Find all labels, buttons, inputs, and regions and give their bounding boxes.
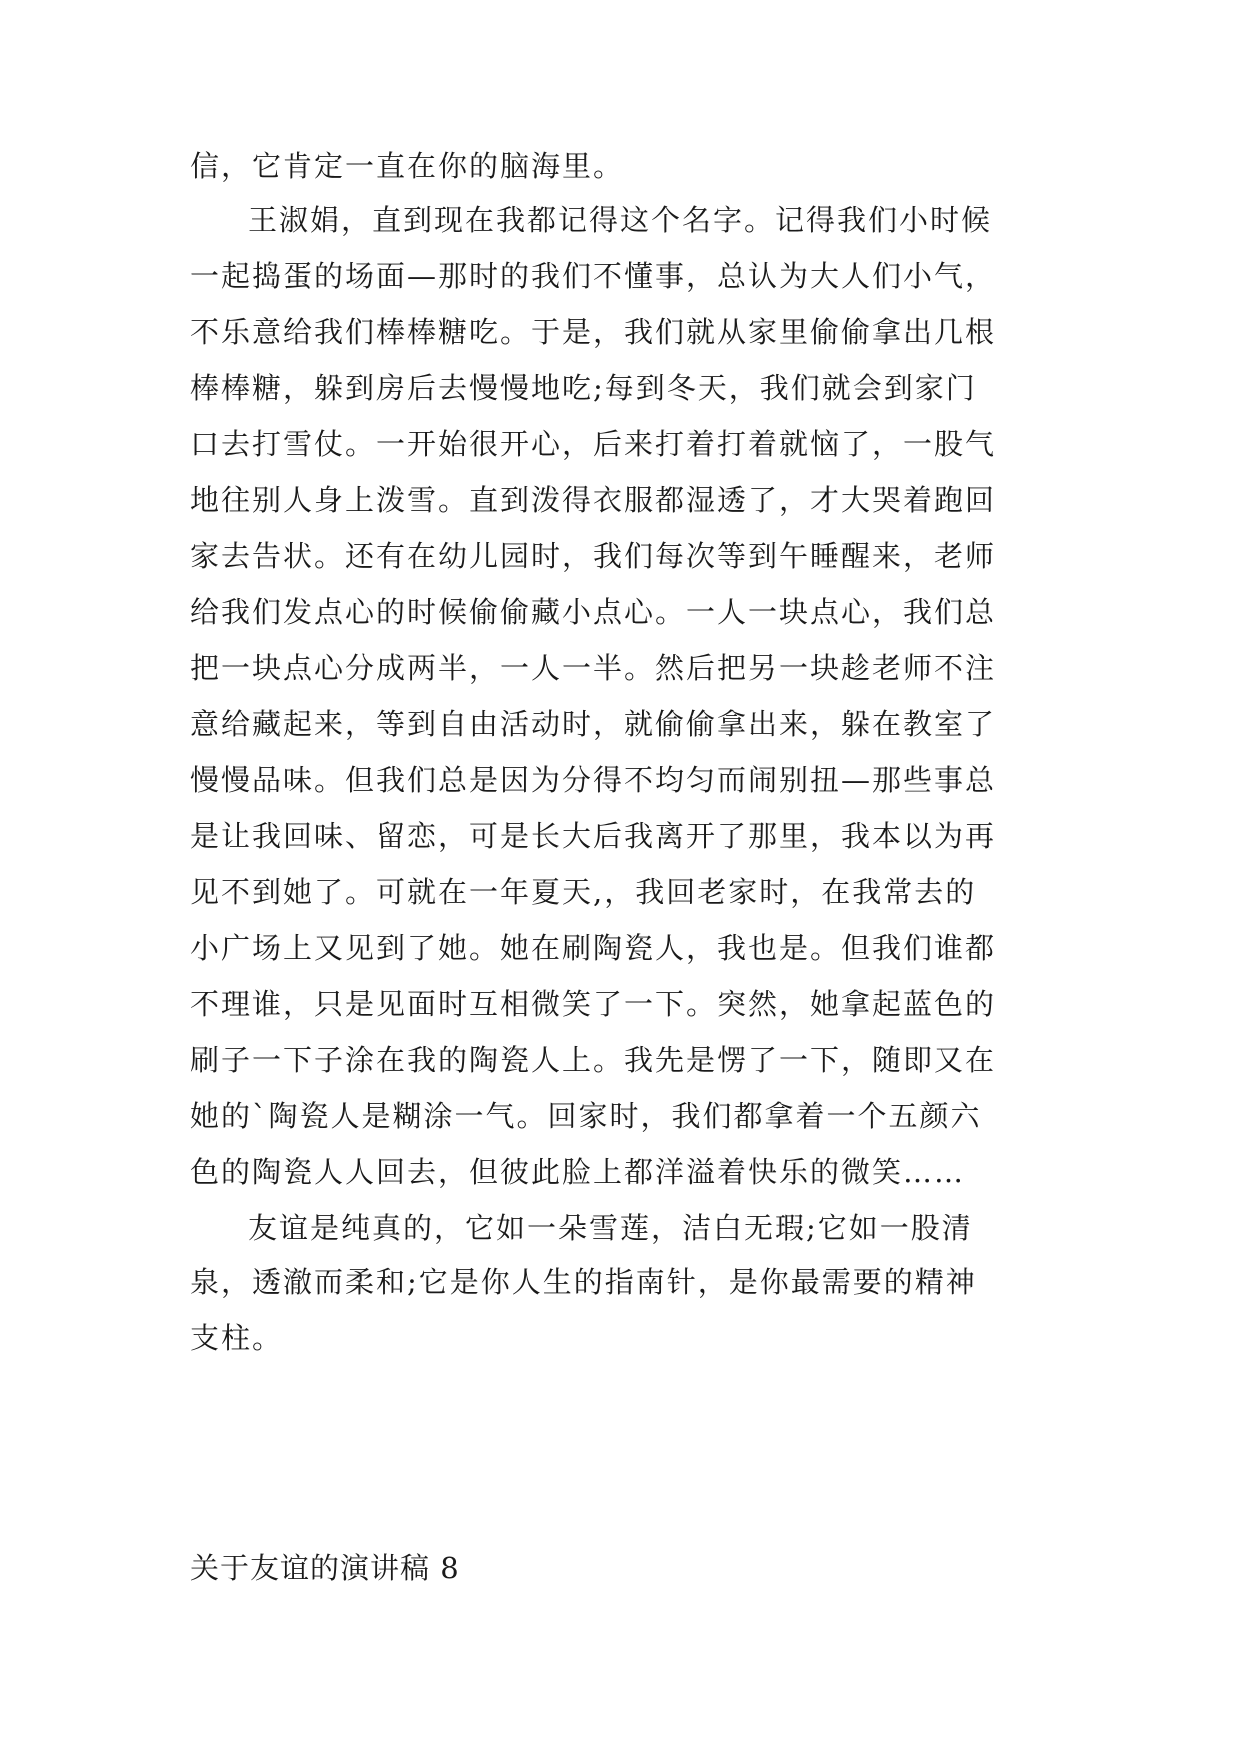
paragraph-2-line-10: 意给藏起来，等到自由活动时，就偷偷拿出来，躲在教室了	[190, 707, 997, 741]
paragraph-2-line-13: 见不到她了。可就在一年夏天,，我回老家时，在我常去的	[190, 875, 977, 909]
paragraph-3-line-2: 泉，透澈而柔和;它是你人生的指南针，是你最需要的精神	[190, 1265, 977, 1299]
paragraph-2-line-11: 慢慢品味。但我们总是因为分得不均匀而闹别扭—那些事总	[190, 763, 997, 797]
paragraph-2-line-15: 不理谁，只是见面时互相微笑了一下。突然，她拿起蓝色的	[190, 987, 997, 1021]
paragraph-2-line-18: 色的陶瓷人人回去，但彼此脸上都洋溢着快乐的微笑……	[190, 1155, 966, 1189]
paragraph-2-line-2: 一起捣蛋的场面—那时的我们不懂事，总认为大人们小气，	[190, 259, 997, 293]
paragraph-2-line-4: 棒棒糖，躲到房后去慢慢地吃;每到冬天，我们就会到家门	[190, 371, 977, 405]
paragraph-1-line-1: 信，它肯定一直在你的脑海里。	[190, 149, 625, 183]
paragraph-2-line-14: 小广场上又见到了她。她在刷陶瓷人，我也是。但我们谁都	[190, 931, 997, 965]
paragraph-2-line-8: 给我们发点心的时候偷偷藏小点心。一人一块点心，我们总	[190, 595, 997, 629]
paragraph-2-line-3: 不乐意给我们棒棒糖吃。于是，我们就从家里偷偷拿出几根	[190, 315, 997, 349]
paragraph-2-line-5: 口去打雪仗。一开始很开心，后来打着打着就恼了，一股气	[190, 427, 997, 461]
paragraph-3-line-3: 支柱。	[190, 1321, 284, 1355]
paragraph-2-line-7: 家去告状。还有在幼儿园时，我们每次等到午睡醒来，老师	[190, 539, 997, 573]
paragraph-2-line-16: 刷子一下子涂在我的陶瓷人上。我先是愣了一下，随即又在	[190, 1043, 997, 1077]
paragraph-2-line-17: 她的`陶瓷人是糊涂一气。回家时，我们都拿着一个五颜六	[190, 1099, 982, 1133]
paragraph-2-line-12: 是让我回味、留恋，可是长大后我离开了那里，我本以为再	[190, 819, 997, 853]
paragraph-2-line-6: 地往别人身上泼雪。直到泼得衣服都湿透了，才大哭着跑回	[190, 483, 997, 517]
paragraph-2-line-1: 王淑娟，直到现在我都记得这个名字。记得我们小时候	[248, 203, 993, 237]
paragraph-2-line-9: 把一块点心分成两半，一人一半。然后把另一块趁老师不注	[190, 651, 997, 685]
section-heading: 关于友谊的演讲稿 8	[190, 1551, 460, 1585]
paragraph-3-line-1: 友谊是纯真的，它如一朵雪莲，洁白无瑕;它如一股清	[248, 1211, 973, 1245]
